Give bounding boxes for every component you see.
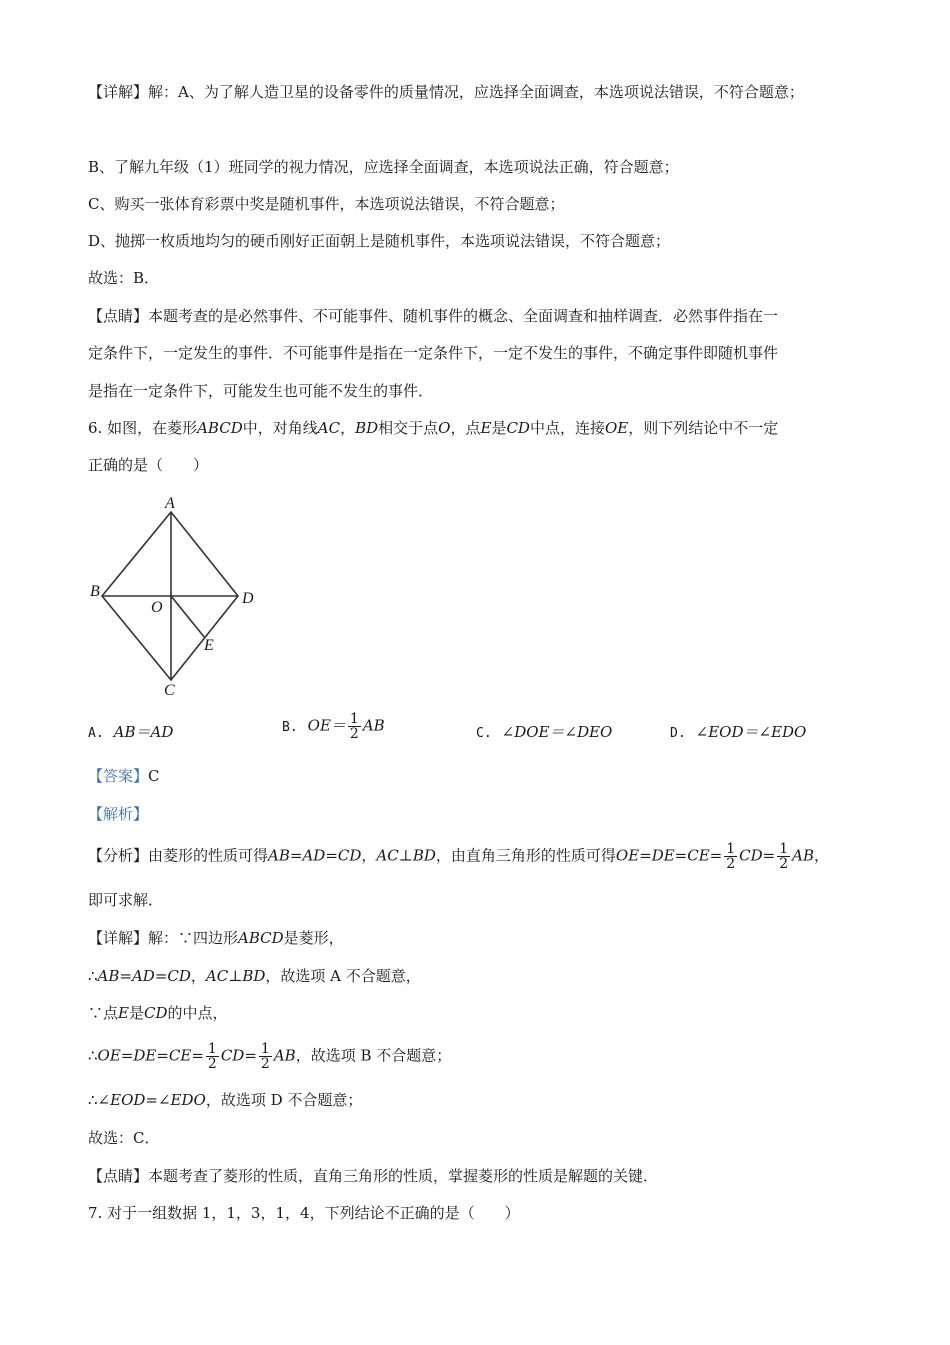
detail-paragraph-line: 【详解】解：A、为了解人造卫星的设备零件的质量情况，应选择全面调查，本选项说法错误，不符合题意；: [88, 83, 804, 101]
remark-tag: 【点睛】: [88, 307, 149, 325]
label-a: A: [165, 495, 175, 512]
question-6-stem: 正确的是（ ）: [88, 456, 209, 474]
option-d: D. ∠EOD＝∠EDO: [670, 723, 807, 741]
label-e: E: [204, 637, 214, 654]
segment-oe: [171, 596, 205, 638]
solution-line: ∴OE=DE=CE= $\frac{1}{2}$ CD= $\frac{1}{2}$ AB，故选项 B 不合题意；: [88, 1041, 452, 1072]
answer-tag: 【答案】: [88, 767, 149, 785]
remark-paragraph-line: 是指在一定条件下，可能发生也可能不发生的事件．: [88, 382, 434, 400]
label-o: O: [151, 599, 163, 616]
question-7-stem: 7. 对于一组数据 1，1，3，1，4，下列结论不正确的是（ ）: [88, 1204, 520, 1222]
analysis-tag: 【解析】: [88, 805, 149, 823]
solution-line: ∵点E是CD的中点，: [88, 1004, 228, 1022]
option-c: C. ∠DOE＝∠DEO: [476, 723, 613, 741]
option-b-explanation: B、了解九年级（1）班同学的视力情况，应选择全面调查，本选项说法正确，符合题意；: [88, 158, 679, 176]
solution-conclusion: 故选：C．: [88, 1129, 160, 1147]
option-a: A. AB＝AD: [88, 723, 174, 741]
rhombus-figure: [80, 490, 270, 705]
solution-line: ∴∠EOD=∠EDO，故选项 D 不合题意；: [88, 1091, 363, 1109]
option-b: B. OE＝ $\frac{1}{2}$ AB: [282, 711, 385, 742]
solution-line: ∴AB=AD=CD，AC⊥BD，故选项 A 不合题意，: [88, 967, 421, 985]
analysis-line: 即可求解．: [88, 891, 164, 909]
remark-paragraph-line: 定条件下，一定发生的事件．不可能事件是指在一定条件下，一定不发生的事件，不确定事件即随机事件: [88, 344, 779, 362]
choice-conclusion: 故选：B．: [88, 269, 160, 287]
analysis-line: 【分析】由菱形的性质可得AB=AD=CD，AC⊥BD，由直角三角形的性质可得OE=DE=CE= $\frac{1}{2}$ CD= $\frac{1}{2}$ AB，: [88, 841, 830, 872]
detail-tag: 【详解】: [88, 83, 149, 101]
remark-paragraph-line: 【点睛】本题考查的是必然事件、不可能事件、随机事件的概念、全面调查和抽样调查．必然事件指在一: [88, 307, 779, 325]
option-c-explanation: C、购买一张体育彩票中奖是随机事件，本选项说法错误，不符合题意；: [88, 195, 565, 213]
label-c: C: [164, 682, 175, 699]
option-d-explanation: D、抛掷一枚质地均匀的硬币刚好正面朝上是随机事件，本选项说法错误，不符合题意；: [88, 232, 671, 250]
label-b: B: [90, 583, 100, 600]
answer-line: 【答案】C: [88, 767, 160, 785]
question-6-stem: 6. 如图，在菱形ABCD中，对角线AC，BD相交于点O，点E是CD中点，连接OE，则下列结论中不一定: [88, 419, 779, 437]
label-d: D: [242, 590, 254, 607]
remark-line: 【点睛】本题考查了菱形的性质，直角三角形的性质，掌握菱形的性质是解题的关键．: [88, 1167, 659, 1185]
solution-line: 【详解】解：∵四边形ABCD是菱形，: [88, 929, 344, 947]
